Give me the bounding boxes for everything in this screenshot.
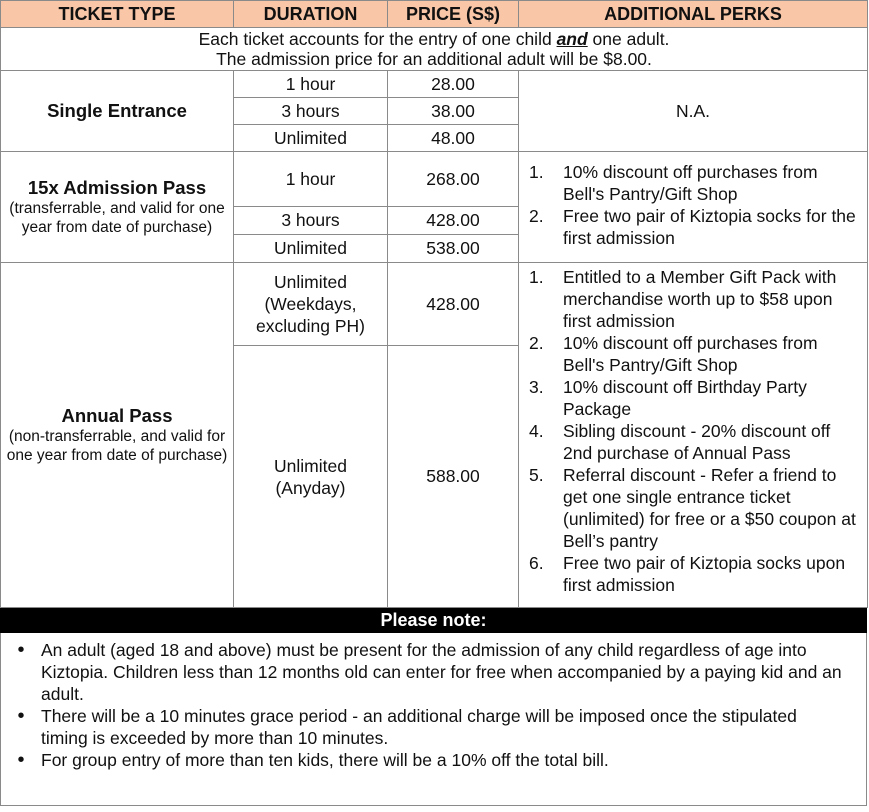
- annual-name: Annual Pass: [61, 405, 173, 426]
- single-entrance-perks: N.A.: [519, 71, 868, 152]
- header-duration: DURATION: [234, 1, 388, 28]
- list-item: 1. 10% discount off purchases from Bell's Pantry/Gift Shop: [529, 162, 818, 204]
- header-ticket-type: TICKET TYPE: [1, 1, 234, 28]
- list-item: 5. Referral discount - Refer a friend to get one single entrance ticket (unlimited) for free or a $50 coupon at Bell’s pantry: [529, 465, 856, 551]
- annual-sub: (non-transferrable, and valid for one year from date of purchase): [6, 428, 228, 464]
- bullet-icon: •: [17, 749, 25, 771]
- list-item: 2. Free two pair of Kiztopia socks for the first admission: [529, 206, 856, 248]
- intro-text: [1, 28, 868, 71]
- duration-cell: 1 hour: [234, 71, 388, 98]
- intro-row: [1, 28, 868, 71]
- single-entrance-name: Single Entrance: [1, 71, 234, 152]
- bullet-icon: •: [17, 705, 25, 727]
- intro-line1-b: one adult.: [587, 29, 670, 49]
- notes-list: [1, 633, 866, 771]
- list-item: 4. Sibling discount - 20% discount off 2nd purchase of Annual Pass: [529, 421, 831, 463]
- table-row: [1, 152, 868, 207]
- intro-line1-emphasis: and: [556, 29, 588, 49]
- annual-name-cell: [1, 263, 234, 608]
- list-item: 2. 10% discount off purchases from Bell's Pantry/Gift Shop: [529, 333, 818, 375]
- list-item: 6. Free two pair of Kiztopia socks upon first admission: [529, 553, 846, 595]
- table-row: [1, 263, 868, 346]
- pass15-name: 15x Admission Pass: [27, 177, 207, 198]
- duration-cell: 1 hour: [234, 152, 388, 207]
- header-row: [1, 1, 868, 28]
- price-cell: 48.00: [388, 125, 519, 152]
- price-cell: 28.00: [388, 71, 519, 98]
- price-cell: 428.00: [388, 207, 519, 235]
- notes-section: [0, 633, 867, 806]
- bullet-icon: •: [17, 639, 25, 661]
- header-perks: ADDITIONAL PERKS: [519, 1, 868, 28]
- duration-cell: 3 hours: [234, 207, 388, 235]
- please-note-bar: Please note:: [0, 608, 867, 633]
- list-item: 1. Entitled to a Member Gift Pack with merchandise worth up to $58 upon first admission: [529, 267, 837, 331]
- list-item: • There will be a 10 minutes grace period - an additional charge will be imposed once the stipulated timing is exceeded by more than 10 minutes.: [1, 705, 866, 749]
- duration-cell: Unlimited: [234, 235, 388, 263]
- price-cell: 538.00: [388, 235, 519, 263]
- pass15-perks-list: [519, 161, 867, 249]
- table-row: [1, 71, 868, 98]
- annual-perks-list: [519, 266, 867, 596]
- duration-cell: Unlimited: [234, 125, 388, 152]
- header-price: PRICE (S$): [388, 1, 519, 28]
- pass15-sub: (transferrable, and valid for one year from date of purchase): [9, 200, 225, 236]
- price-cell: 428.00: [388, 263, 519, 346]
- intro-line1-a: Each ticket accounts for the entry of one child: [198, 29, 557, 49]
- duration-cell: Unlimited (Weekdays, excluding PH): [234, 263, 388, 346]
- list-item: 3. 10% discount off Birthday Party Package: [529, 377, 807, 419]
- pass15-perks: [519, 152, 868, 263]
- pass15-name-cell: [1, 152, 234, 263]
- intro-line2: The admission price for an additional adult will be $8.00.: [216, 49, 652, 69]
- duration-cell: Unlimited (Anyday): [234, 346, 388, 608]
- duration-cell: 3 hours: [234, 98, 388, 125]
- price-cell: 588.00: [388, 346, 519, 608]
- price-cell: 38.00: [388, 98, 519, 125]
- list-item: • For group entry of more than ten kids, there will be a 10% off the total bill.: [1, 749, 866, 771]
- price-cell: 268.00: [388, 152, 519, 207]
- list-item: • An adult (aged 18 and above) must be present for the admission of any child regardless of age into Kiztopia. Children less than 12 months old can enter for free when accompanied by a paying kid and an adult.: [1, 639, 866, 705]
- annual-perks: [519, 263, 868, 608]
